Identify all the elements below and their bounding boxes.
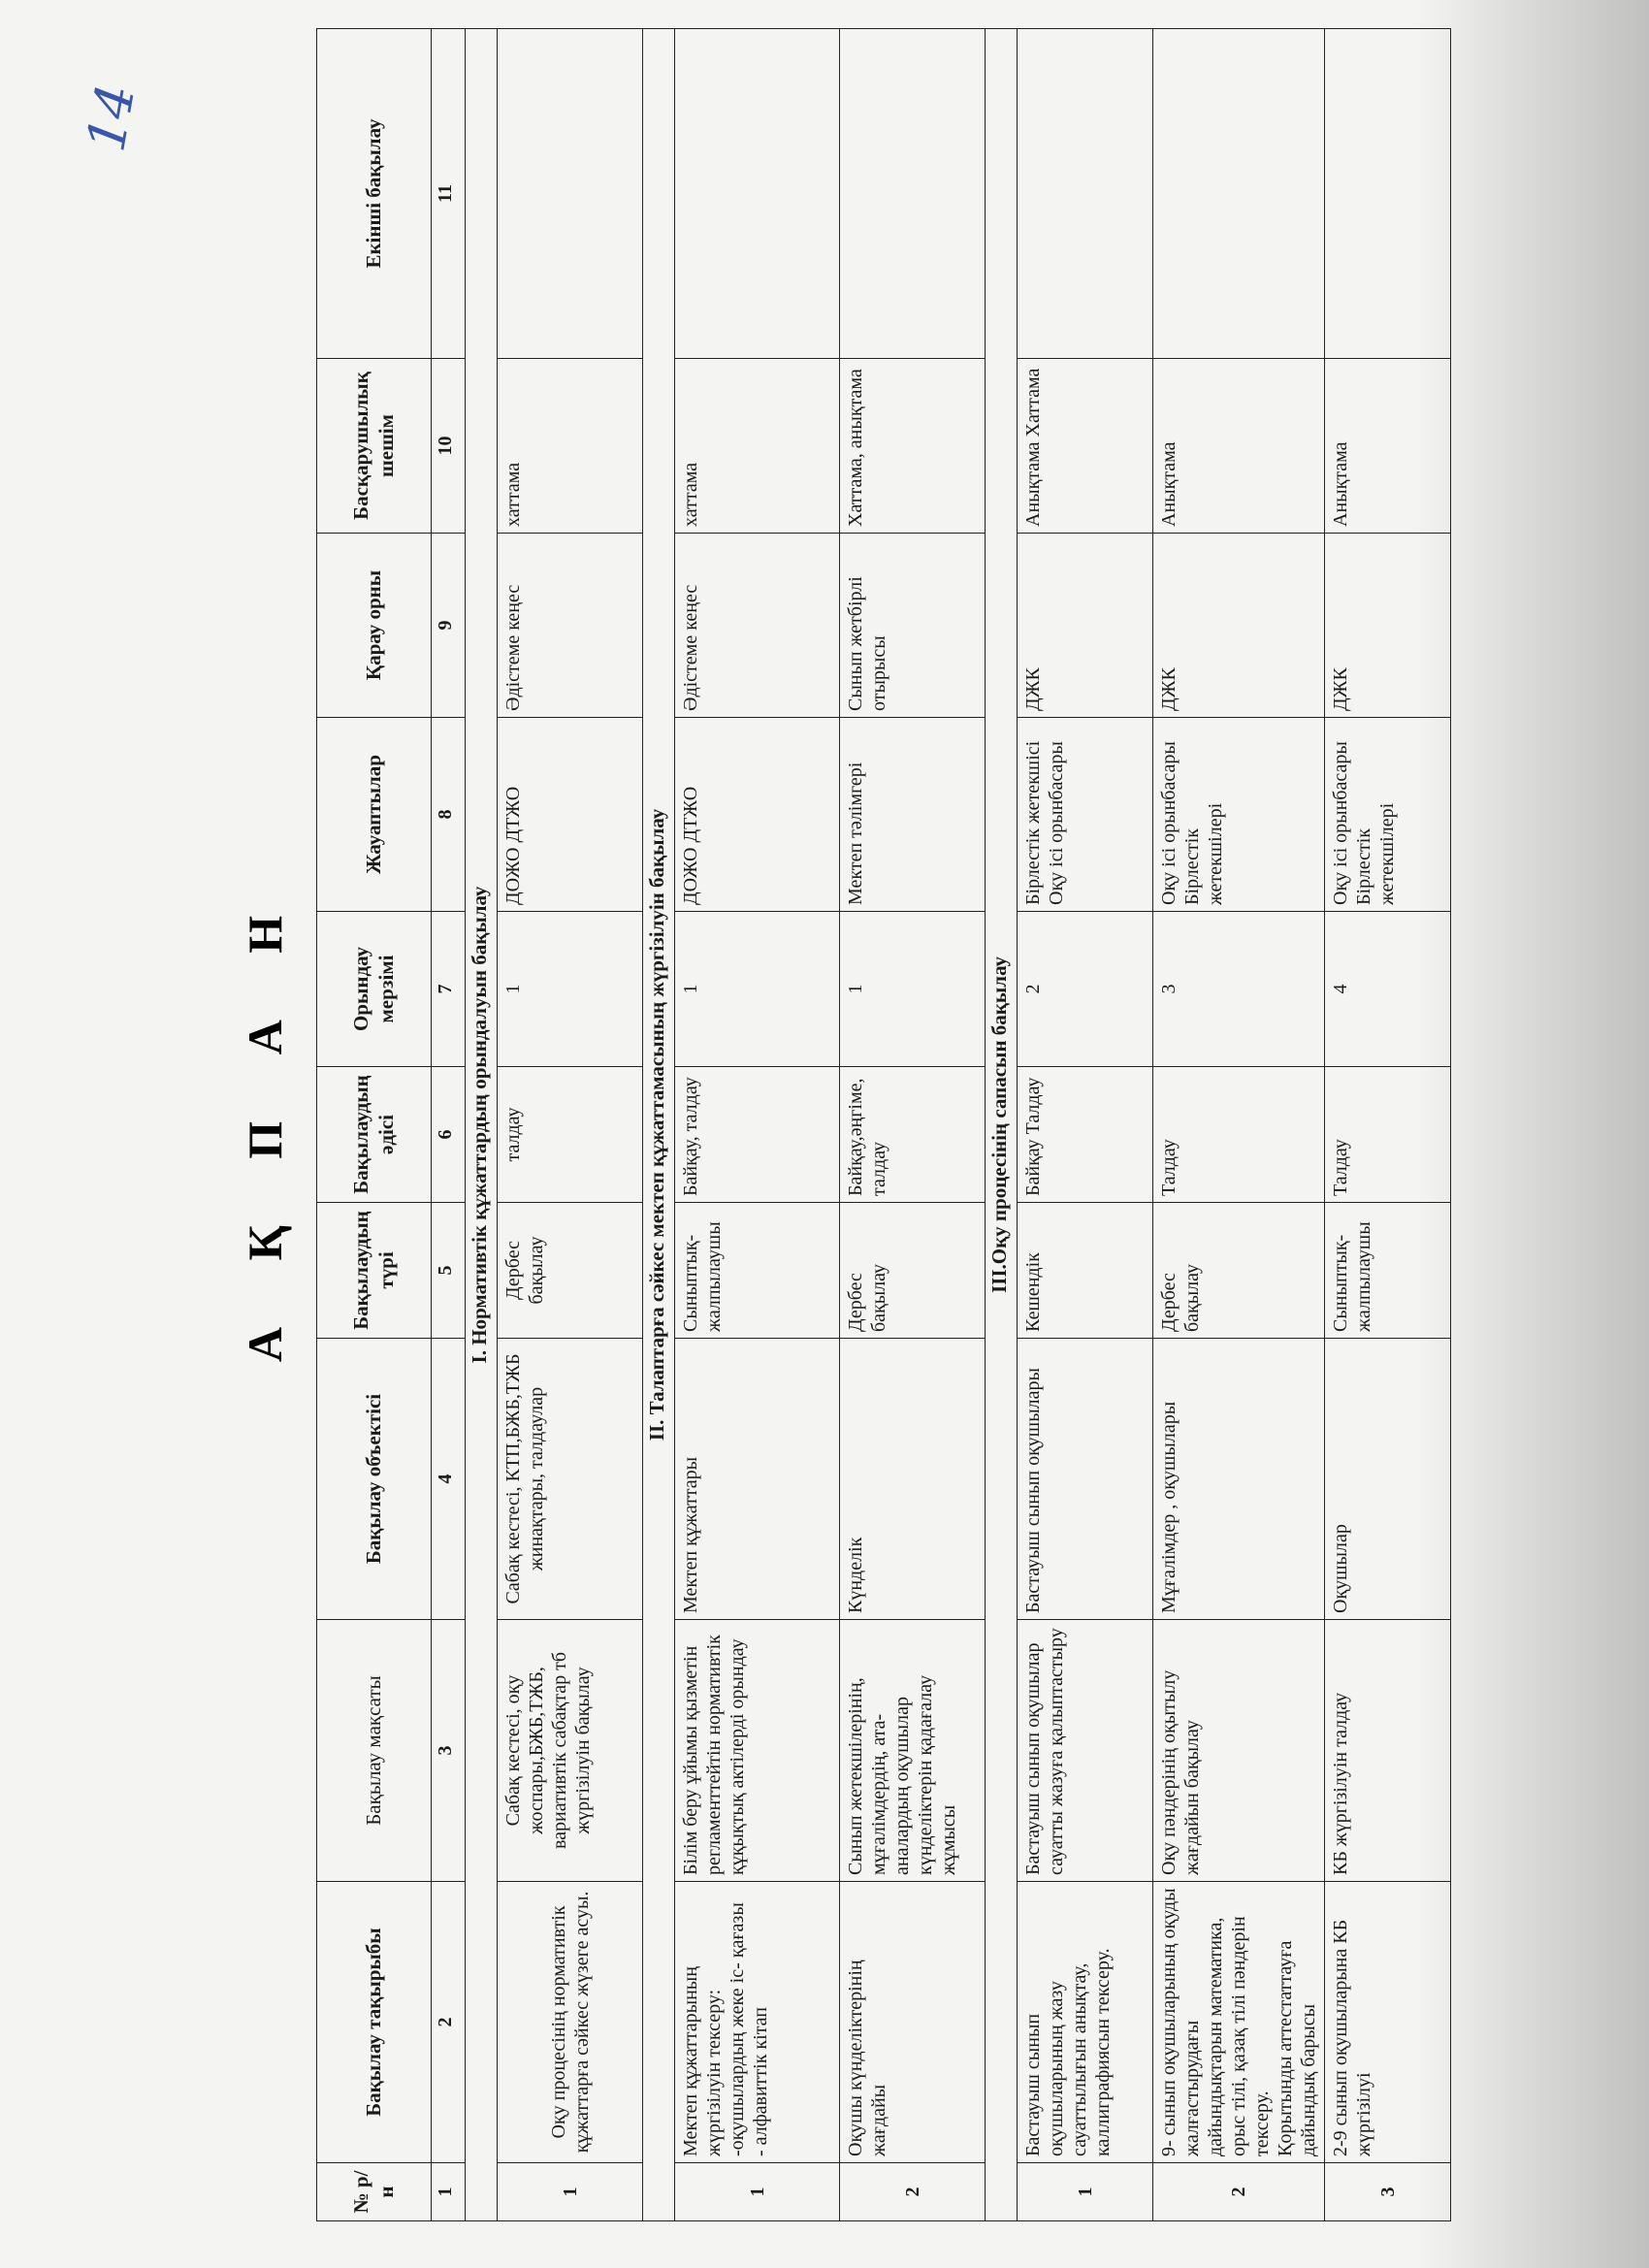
control-object: Мектеп құжаттары [675,1339,840,1620]
section-title: II. Талаптарға сәйкес мектеп құжаттамасының жүргізілуін бақылау [643,29,675,2221]
section-heading-row [643,29,675,2221]
management-decision: Хаттама, анықтама [840,359,986,534]
section-title: III.Оқу процесінің сапасын бақылау [986,29,1018,2221]
second-control [498,29,643,359]
management-decision: хаттама [675,359,840,534]
management-decision: Анықтама Хаттама [1018,359,1153,534]
responsible-persons: Бірлестік жетекшісі Оқу ісі орынбасары [1018,718,1153,912]
management-decision: Анықтама [1325,359,1451,534]
control-goal: КБ жүргізілуін талдау [1325,1620,1451,1882]
second-control [675,29,840,359]
section-heading-row [986,29,1018,2221]
column-number-row [432,29,466,2221]
row-number: 3 [1325,2163,1451,2221]
section-heading-row [466,29,498,2221]
table-row [498,29,643,2221]
control-goal: Оқу пәндерінің оқытылу жағдайын бақылау [1153,1620,1325,1882]
control-type: Кешендік [1018,1203,1153,1339]
responsible-persons: Мектеп тәлімгері [840,718,986,912]
second-control [840,29,986,359]
control-type: Дербес бақылау [498,1203,643,1339]
responsible-persons: Оқу ісі орынбасары Бірлестік жетекшілері [1153,718,1325,912]
control-method: Байқау,әңгіме, талдау [840,1067,986,1203]
responsible-persons: ДОЖО ДТЖО [498,718,643,912]
table-row [1325,29,1451,2221]
second-control [1325,29,1451,359]
control-object: Бастауыш сынып оқушылары [1018,1339,1153,1620]
column-number: 1 [432,2163,466,2221]
control-object: Мұғалімдер , оқушылары [1153,1339,1325,1620]
control-method: Талдау [1325,1067,1451,1203]
row-number: 2 [1153,2163,1325,2221]
control-method: талдау [498,1067,643,1203]
column-number: 3 [432,1620,466,1882]
section-title: I. Нормативтік құжаттардың орындалуын бақылау [466,29,498,2221]
control-goal: Білім беру ұйымы қызметін регламенттейтін нормативтік құқықтық актілерді орындау [675,1620,840,1882]
review-place: Сынып жетбірлі отырысы [840,534,986,718]
execution-term: 3 [1153,912,1325,1067]
control-object: Сабақ кестесі, КТП,БЖБ,ТЖБ жинақтары, талдаулар [498,1339,643,1620]
control-topic: 2-9 сынып оқушыларына КБ жүргізілуі [1325,1882,1451,2163]
control-plan-table [316,28,1451,2221]
execution-term: 1 [840,912,986,1067]
control-topic: Мектеп құжаттарының жүргізілуін тексеру: -оқушылардың жеке іс- қағазы - алфавиттік кітап [675,1882,840,2163]
control-goal: Сабақ кестесі, оқу жоспары,БЖБ,ТЖБ, вариативтік сабақтар тб жүргізілуін бақылау [498,1620,643,1882]
control-object: Оқушылар [1325,1339,1451,1620]
header-cell: Бақылау мақсаты [317,1620,432,1882]
control-topic: Бастауыш сынып оқушыларының жазу сауаттылығын анықтау, каллиграфиясын тексеру. [1018,1882,1153,2163]
management-decision: Анықтама [1153,359,1325,534]
control-topic: 9- сынып оқушыларының оқуды жалғастырудағы дайындықтарын математика, орыс тілі, қазақ тілі пәндерін тексеру. Қорытынды аттестаттауға дайындық барысы [1153,1882,1325,2163]
control-goal: Сынып жетекшілерінің, мұғалімдердің, ата-аналардың оқушылар күнделіктерін қадағалау жұмысы [840,1620,986,1882]
header-cell: № р/н [317,2163,432,2221]
review-place: Әдістеме кеңес [675,534,840,718]
responsible-persons: ДОЖО ДТЖО [675,718,840,912]
column-number: 10 [432,359,466,534]
header-cell: Бақылаудың әдісі [317,1067,432,1203]
management-decision: хаттама [498,359,643,534]
table-row [840,29,986,2221]
column-number: 5 [432,1203,466,1339]
table-row [675,29,840,2221]
control-topic: Оқушы күнделіктерінің жағдайы [840,1882,986,2163]
column-number: 8 [432,718,466,912]
review-place: ДЖК [1153,534,1325,718]
rotated-sheet [221,29,1649,2221]
control-type: Дербес бақылау [1153,1203,1325,1339]
header-cell: Басқарушылық шешім [317,359,432,534]
execution-term: 1 [675,912,840,1067]
execution-term: 2 [1018,912,1153,1067]
control-object: Күнделік [840,1339,986,1620]
row-number: 2 [840,2163,986,2221]
control-topic: Оқу процесінің нормативтік құжаттарға сәйкес жүзеге асуы. [498,1882,643,2163]
table-row [1018,29,1153,2221]
table-row [1153,29,1325,2221]
row-number: 1 [1018,2163,1153,2221]
column-number: 9 [432,534,466,718]
header-cell: Екінші бақылау [317,29,432,359]
column-number: 6 [432,1067,466,1203]
control-method: Байқау Талдау [1018,1067,1153,1203]
header-row [317,29,432,2221]
review-place: Әдістеме кеңес [498,534,643,718]
execution-term: 1 [498,912,643,1067]
control-goal: Бастауыш сынып оқушылар сауатты жазуға қалыптастыру [1018,1620,1153,1882]
review-place: ДЖК [1325,534,1451,718]
header-cell: Бақылау объектісі [317,1339,432,1620]
header-cell: Жауаптылар [317,718,432,912]
row-number: 1 [498,2163,643,2221]
control-type: Сыныптық-жалпылаушы [1325,1203,1451,1339]
header-cell: Бақылау тақырыбы [317,1882,432,2163]
header-cell: Қарау орны [317,534,432,718]
document-title: А Қ П А Н [238,888,292,1363]
column-number: 2 [432,1882,466,2163]
handwritten-page-number: 14 [75,80,147,156]
second-control [1018,29,1153,359]
control-type: Сыныптық-жалпылаушы [675,1203,840,1339]
row-number: 1 [675,2163,840,2221]
column-number: 4 [432,1339,466,1620]
control-method: Талдау [1153,1067,1325,1203]
control-type: Дербес бақылау [840,1203,986,1339]
responsible-persons: Оқу ісі орынбасары Бірлестік жетекшілері [1325,718,1451,912]
column-number: 11 [432,29,466,359]
second-control [1153,29,1325,359]
header-cell: Орындау мерзімі [317,912,432,1067]
review-place: ДЖК [1018,534,1153,718]
execution-term: 4 [1325,912,1451,1067]
column-number: 7 [432,912,466,1067]
header-cell: Бақылаудың түрі [317,1203,432,1339]
control-method: Байқау, талдау [675,1067,840,1203]
